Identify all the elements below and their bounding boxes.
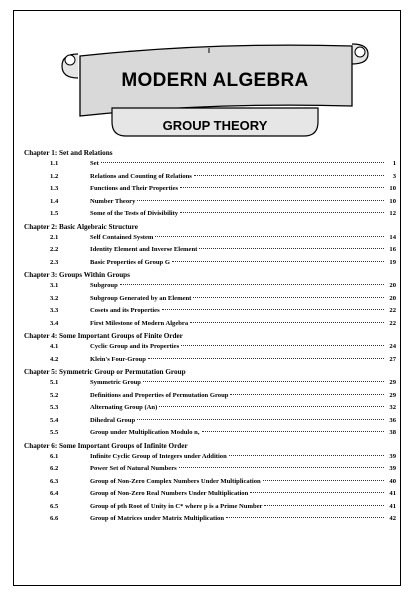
section-title: Alternating Group (An) [90, 404, 158, 411]
toc-entry[interactable] [24, 293, 396, 306]
section-title: Self Contained System [90, 233, 154, 241]
section-title: Set [90, 160, 99, 167]
toc-entry[interactable] [24, 463, 396, 476]
leader-dots [199, 248, 384, 249]
page-number: 12 [389, 210, 396, 217]
page-number: 29 [389, 391, 396, 399]
section-number: 6.6 [50, 515, 59, 522]
section-title: Cosets and its Properties [90, 307, 160, 314]
leader-dots [226, 517, 384, 518]
leader-dots [162, 309, 384, 310]
page-number: 40 [389, 477, 396, 485]
page-number: 19 [389, 258, 396, 266]
section-title: Group of pth Root of Unity in C* where p is a Prime Number [90, 502, 263, 510]
toc-entry[interactable] [24, 183, 396, 196]
section-number: 2.3 [50, 258, 59, 266]
page-number: 29 [389, 379, 396, 386]
section-number: 5.5 [50, 429, 59, 436]
toc-entry[interactable] [24, 390, 396, 403]
section-title: Power Set of Natural Numbers [90, 465, 177, 472]
section-number: 4.2 [50, 355, 59, 363]
leader-dots [264, 505, 384, 506]
toc-entry[interactable] [24, 171, 396, 184]
page-number: 38 [389, 429, 396, 436]
toc-entry[interactable] [24, 232, 396, 245]
section-title: Group under Multiplication Modulo n, [90, 429, 200, 436]
section-number: 3.4 [50, 319, 59, 327]
section-title: Relations and Counting of Relations [90, 172, 192, 180]
toc-entry[interactable] [24, 488, 396, 501]
leader-dots [148, 358, 384, 359]
section-number: 1.2 [50, 172, 59, 180]
toc-entry[interactable] [24, 158, 396, 171]
section-number: 2.1 [50, 233, 59, 241]
toc-entry[interactable] [24, 341, 396, 354]
leader-dots [181, 345, 384, 346]
section-title: Subgroup Generated by an Element [90, 294, 192, 302]
page-number: 22 [389, 319, 396, 327]
leader-dots [202, 431, 385, 432]
section-title: Identity Element and Inverse Element [90, 246, 198, 253]
leader-dots [229, 455, 384, 456]
book-subtitle: GROUP THEORY [162, 118, 268, 133]
section-title: Cyclic Group and its Properties [90, 343, 180, 350]
section-title: Definitions and Properties of Permutation Group [90, 391, 229, 399]
section-title: Group of Non-Zero Complex Numbers Under Multiplication [90, 477, 261, 485]
section-title: Some of the Tests of Divisibility [90, 210, 179, 217]
leader-dots [155, 236, 384, 237]
book-title: MODERN ALGEBRA [121, 70, 309, 91]
section-number: 4.1 [50, 343, 59, 350]
page-number: 3 [392, 172, 396, 180]
leader-dots [180, 187, 384, 188]
leader-dots [172, 261, 384, 262]
page-number: 20 [389, 282, 396, 289]
section-title: Dihedral Group [90, 416, 136, 424]
section-number: 1.1 [50, 160, 59, 167]
toc-entry[interactable] [24, 402, 396, 415]
section-number: 6.1 [50, 452, 59, 460]
section-title: Functions and Their Properties [90, 185, 179, 192]
leader-dots [180, 212, 384, 213]
section-title: Basic Properties of Group G [90, 258, 170, 266]
section-title: Number Theory [90, 197, 136, 205]
page-number: 22 [389, 307, 396, 314]
chapter-heading: Chapter 6: Some Important Groups of Infinite Order [24, 441, 188, 450]
page-number: 39 [389, 452, 396, 460]
toc-entry[interactable] [24, 305, 396, 318]
section-number: 6.4 [50, 490, 59, 497]
section-title: First Milestone of Modern Algebra [90, 319, 189, 327]
chapter-heading: Chapter 2: Basic Algebraic Structure [24, 222, 138, 231]
page-number: 16 [389, 246, 396, 253]
leader-dots [194, 175, 384, 176]
chapter-heading: Chapter 4: Some Important Groups of Finite Order [24, 332, 183, 340]
chapter-heading: Chapter 5: Symmetric Group or Permutation Group [24, 368, 186, 376]
section-number: 3.2 [50, 294, 59, 302]
leader-dots [101, 162, 384, 163]
leader-dots [143, 381, 384, 382]
chapter-heading: Chapter 1: Set and Relations [24, 149, 113, 157]
page-number: 36 [389, 416, 396, 424]
page-number: 41 [389, 490, 396, 497]
section-number: 6.5 [50, 502, 59, 510]
section-number: 1.5 [50, 210, 59, 217]
section-title: Group of Matrices under Matrix Multiplication [90, 515, 224, 522]
chapter-heading: Chapter 3: Groups Within Groups [24, 271, 130, 279]
toc-entry[interactable] [24, 501, 396, 514]
section-number: 1.3 [50, 185, 59, 192]
page-number: 10 [389, 197, 396, 205]
leader-dots [137, 200, 384, 201]
table-of-contents [24, 147, 396, 526]
leader-dots [159, 406, 384, 407]
toc-entry[interactable] [24, 513, 396, 526]
section-number: 6.3 [50, 477, 59, 485]
section-title: Group of Non-Zero Real Numbers Under Multiplication [90, 490, 249, 497]
page-number: 1 [392, 160, 396, 167]
page-number: 20 [389, 294, 396, 302]
section-title: Symmetric Group [90, 379, 141, 386]
section-title: Subgroup [90, 282, 118, 289]
toc-entry[interactable] [24, 318, 396, 331]
section-title: Infinite Cyclic Group of Integers under Addition [90, 452, 227, 460]
section-number: 3.3 [50, 307, 59, 314]
toc-entry[interactable] [24, 451, 396, 464]
page-number: 41 [389, 502, 396, 510]
toc-entry[interactable] [24, 244, 396, 257]
toc-entry[interactable] [24, 476, 396, 489]
section-number: 5.3 [50, 404, 59, 411]
page-number: 14 [389, 233, 396, 241]
page-number: 39 [389, 465, 396, 472]
section-number: 5.2 [50, 391, 59, 399]
toc-entry[interactable] [24, 377, 396, 390]
leader-dots [179, 467, 384, 468]
section-number: 3.1 [50, 282, 59, 289]
section-number: 1.4 [50, 197, 59, 205]
section-number: 6.2 [50, 465, 59, 472]
leader-dots [190, 322, 384, 323]
toc-entry[interactable] [24, 280, 396, 293]
leader-dots [137, 419, 384, 420]
toc-entry[interactable] [24, 427, 396, 440]
toc-entry[interactable] [24, 354, 396, 367]
leader-dots [263, 480, 384, 481]
toc-entry[interactable] [24, 208, 396, 221]
page-number: 32 [389, 404, 396, 411]
page-number: 24 [389, 343, 396, 350]
page-number: 42 [389, 515, 396, 522]
toc-entry[interactable] [24, 257, 396, 270]
leader-dots [120, 284, 384, 285]
toc-entry[interactable] [24, 415, 396, 428]
section-number: 5.1 [50, 379, 59, 386]
leader-dots [230, 394, 384, 395]
page-number: 27 [389, 355, 396, 363]
page-number: 10 [389, 185, 396, 192]
section-number: 5.4 [50, 416, 59, 424]
leader-dots [250, 492, 384, 493]
leader-dots [193, 297, 384, 298]
toc-entry[interactable] [24, 196, 396, 209]
section-title: Klein's Four-Group [90, 355, 146, 363]
section-number: 2.2 [50, 246, 59, 253]
